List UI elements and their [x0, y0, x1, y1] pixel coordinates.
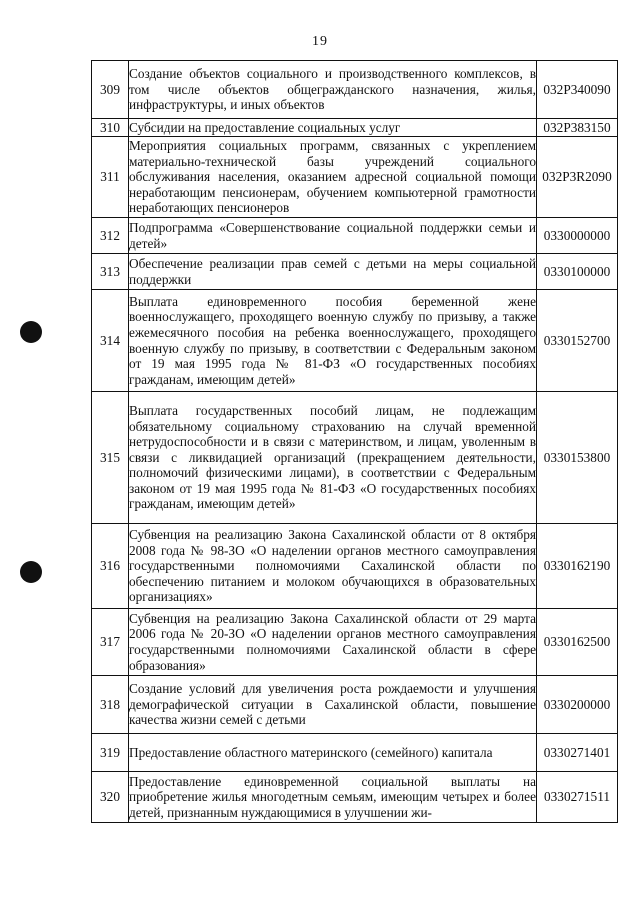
row-name: Субвенция на реализацию Закона Сахалинской области от 8 октября 2008 года № 98-ЗО «О наделении органов местного самоуправления государственными полномочиями Сахалинской области по обеспечению питанием и молоком обучающихся в образовательных организациях» — [129, 524, 537, 609]
table-row — [92, 119, 618, 137]
row-code: 032P340090 — [537, 61, 618, 119]
row-number: 313 — [92, 254, 129, 290]
table-row — [92, 218, 618, 254]
row-code: 032P3R2090 — [537, 137, 618, 218]
table-row — [92, 61, 618, 119]
row-number: 319 — [92, 734, 129, 772]
row-name: Мероприятия социальных программ, связанных с укреплением материально-технической базы учреждений социального обслуживания населения, оказанием адресной социальной помощи неработающим пенсионерам, обучением компьютерной грамотности неработающих пенсионеров — [129, 137, 537, 218]
row-name: Субвенция на реализацию Закона Сахалинской области от 29 марта 2006 года № 20-ЗО «О наделении органов местного самоуправления государственными полномочиями Сахалинской области в сфере образования» — [129, 609, 537, 676]
row-name: Создание объектов социального и производственного комплексов, в том числе объектов общегражданского назначения, жилья, инфраструктуры, и иных объектов — [129, 61, 537, 119]
row-name: Обеспечение реализации прав семей с детьми на меры социальной поддержки — [129, 254, 537, 290]
table-row — [92, 772, 618, 823]
table-row — [92, 392, 618, 524]
row-code: 0330153800 — [537, 392, 618, 524]
budget-classification-table — [91, 60, 618, 823]
table-row — [92, 524, 618, 609]
row-name: Создание условий для увеличения роста рождаемости и улучшения демографической ситуации в Сахалинской области, повышение качества жизни семей с детьми — [129, 676, 537, 734]
row-number: 320 — [92, 772, 129, 823]
table-row — [92, 137, 618, 218]
row-name: Выплата единовременного пособия беременной жене военнослужащего, проходящего военную службу по призыву, а также ежемесячного пособия на ребенка военнослужащего, проходящего военную службу по призыву, в соответствии с Федеральным законом от 19 мая 1995 года № 81-ФЗ «О государственных пособиях гражданам, имеющим детей» — [129, 290, 537, 392]
row-code: 0330200000 — [537, 676, 618, 734]
row-code: 0330271401 — [537, 734, 618, 772]
row-name: Подпрограмма «Совершенствование социальной поддержки семьи и детей» — [129, 218, 537, 254]
table-row — [92, 254, 618, 290]
punch-hole-mark — [20, 561, 42, 583]
row-code: 0330000000 — [537, 218, 618, 254]
punch-hole-mark — [20, 321, 42, 343]
table-row — [92, 290, 618, 392]
row-code: 0330100000 — [537, 254, 618, 290]
row-name: Предоставление единовременной социальной выплаты на приобретение жилья многодетным семьям, имеющим четырех и более детей, признанным нуждающимися в улучшении жи- — [129, 772, 537, 823]
row-number: 312 — [92, 218, 129, 254]
row-code: 032P383150 — [537, 119, 618, 137]
table-row — [92, 734, 618, 772]
row-number: 317 — [92, 609, 129, 676]
row-number: 311 — [92, 137, 129, 218]
row-name: Предоставление областного материнского (семейного) капитала — [129, 734, 537, 772]
row-code: 0330152700 — [537, 290, 618, 392]
row-code: 0330162500 — [537, 609, 618, 676]
row-name: Субсидии на предоставление социальных услуг — [129, 119, 537, 137]
row-number: 318 — [92, 676, 129, 734]
row-number: 314 — [92, 290, 129, 392]
row-code: 0330271511 — [537, 772, 618, 823]
row-name: Выплата государственных пособий лицам, не подлежащим обязательному социальному страхованию на случай временной нетрудоспособности и в связи с материнством, и лицам, уволенным в связи с ликвидацией организаций (прекращением деятельности, полномочий физическими лицами), в соответствии с Федеральным законом от 19 мая 1995 года № 81-ФЗ «О государственных пособиях гражданам, имеющим детей» — [129, 392, 537, 524]
row-number: 310 — [92, 119, 129, 137]
row-number: 316 — [92, 524, 129, 609]
table-row — [92, 676, 618, 734]
row-code: 0330162190 — [537, 524, 618, 609]
page-number: 19 — [312, 34, 328, 49]
row-number: 315 — [92, 392, 129, 524]
row-number: 309 — [92, 61, 129, 119]
table-row — [92, 609, 618, 676]
